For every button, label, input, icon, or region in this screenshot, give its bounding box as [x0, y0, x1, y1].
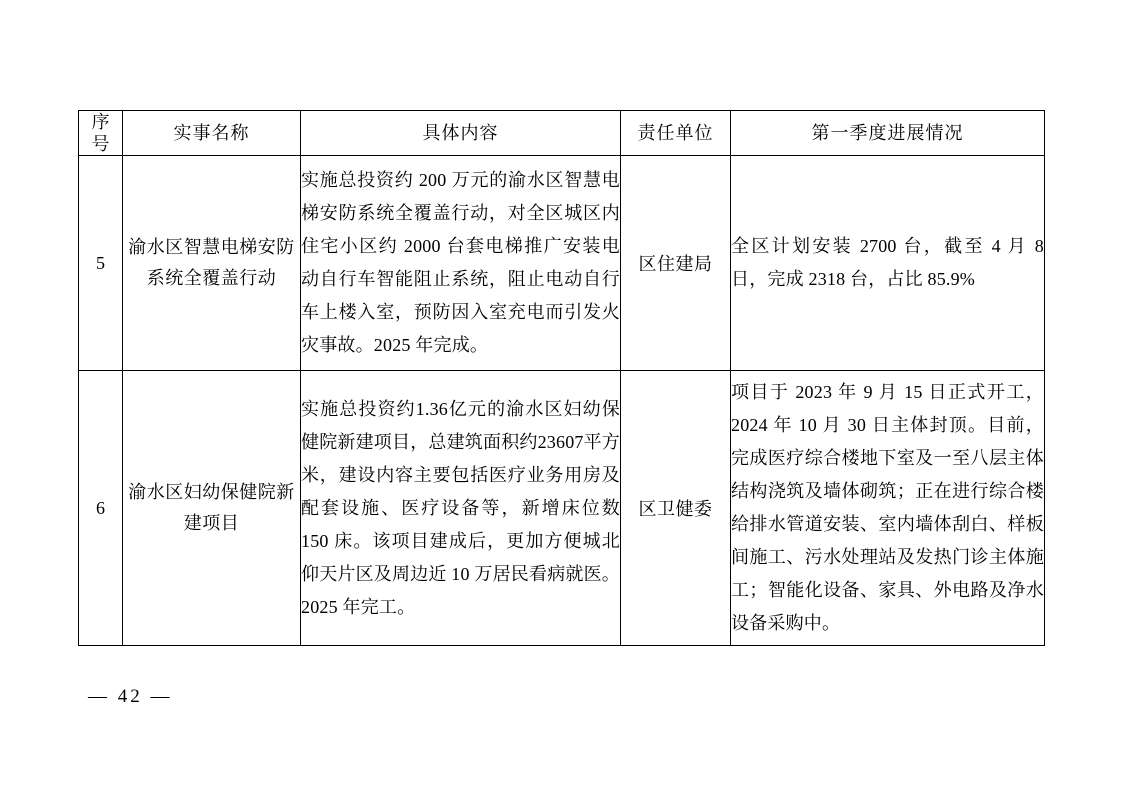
cell-progress: 全区计划安装 2700 台，截至 4 月 8 日，完成 2318 台，占比 85.9% [731, 156, 1045, 371]
table-header-row [79, 111, 1045, 156]
cell-seq: 6 [79, 371, 123, 646]
table-row [79, 156, 1045, 371]
cell-unit: 区住建局 [621, 156, 731, 371]
table-row [79, 371, 1045, 646]
progress-table [78, 110, 1045, 646]
column-header-unit: 责任单位 [621, 111, 731, 156]
column-header-progress: 第一季度进展情况 [731, 111, 1045, 156]
cell-progress: 项目于 2023 年 9 月 15 日正式开工，2024 年 10 月 30 日主体封顶。目前，完成医疗综合楼地下室及一至八层主体结构浇筑及墙体砌筑；正在进行综合楼给排水管道安装、室内墙体刮白、样板间施工、污水处理站及发热门诊主体施工；智能化设备、家具、外电路及净水设备采购中。 [731, 371, 1045, 646]
cell-name: 渝水区智慧电梯安防系统全覆盖行动 [123, 156, 301, 371]
cell-name: 渝水区妇幼保健院新建项目 [123, 371, 301, 646]
column-header-name: 实事名称 [123, 111, 301, 156]
page-number: — 42 — [88, 686, 173, 707]
cell-detail: 实施总投资约 200 万元的渝水区智慧电梯安防系统全覆盖行动，对全区城区内住宅小区约 2000 台套电梯推广安装电动自行车智能阻止系统，阻止电动自行车上楼入室，预防因入室充电而引发火灾事故。2025 年完成。 [301, 156, 621, 371]
column-header-seq [79, 111, 123, 156]
cell-seq: 5 [79, 156, 123, 371]
column-header-detail: 具体内容 [301, 111, 621, 156]
column-header-seq-line2: 号 [91, 134, 110, 154]
cell-detail: 实施总投资约1.36亿元的渝水区妇幼保健院新建项目，总建筑面积约23607平方米，建设内容主要包括医疗业务用房及配套设施、医疗设备等，新增床位数 150 床。该项目建成后，更加方便城北仰天片区及周边近 10 万居民看病就医。2025 年完工。 [301, 371, 621, 646]
column-header-seq-line1: 序 [91, 112, 110, 132]
cell-unit: 区卫健委 [621, 371, 731, 646]
